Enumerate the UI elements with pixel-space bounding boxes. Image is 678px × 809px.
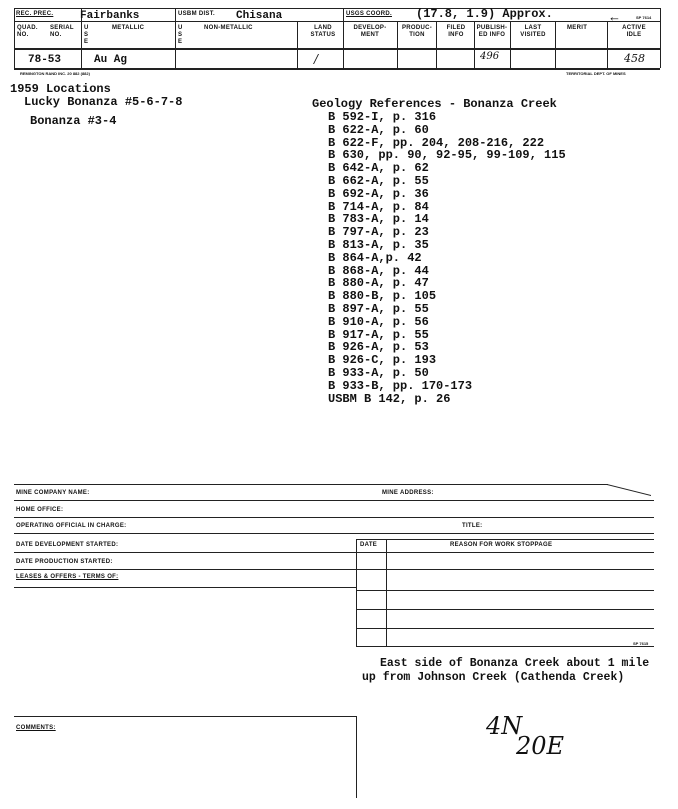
geology-reference: B 933-A, p. 50 [328,365,429,380]
operating-official-label: OPERATING OFFICIAL IN CHARGE: [16,523,127,529]
geology-reference: B 642-A, p. 62 [328,161,429,176]
locations-notes [10,83,182,128]
geology-reference: B 662-A, p. 55 [328,173,429,188]
corner-code: SP 7614 [636,15,652,20]
geology-reference: B 864-A,p. 42 [328,250,422,265]
geology-reference: B 813-A, p. 35 [328,237,429,252]
land-status-label: LAND STATUS [310,25,336,38]
locations-line-1: Lucky Bonanza #5-6-7-8 [24,95,183,109]
geology-reference: B 897-A, p. 55 [328,301,429,316]
geology-reference: USBM B 142, p. 26 [328,391,451,406]
geology-reference: B 868-A, p. 44 [328,263,429,278]
location-description [362,657,649,685]
handwritten-range: 20E [516,732,565,760]
reason-stoppage-label: REASON FOR WORK STOPPAGE [450,542,553,548]
locations-title: 1959 Locations [10,82,111,96]
leases-label: LEASES & OFFERS - TERMS OF: [16,574,119,580]
dept-note: TERRITORIAL DEPT. OF MINES [566,71,626,76]
geology-reference: B 714-A, p. 84 [328,199,429,214]
usgs-coord-value: (17.8, 1.9) Approx. [416,7,553,21]
metallic-value: Au Ag [94,54,128,66]
development-label: DEVELOP-MENT [353,25,387,38]
uss-label-metallic: U S E [84,25,89,45]
geology-reference: B 622-A, p. 60 [328,122,429,137]
location-line-2: up from Johnson Creek (Cathenda Creek) [362,671,625,684]
usbm-dist-label: USBM DIST. [178,11,216,17]
geology-reference: B 926-C, p. 193 [328,353,437,368]
mine-address-label: MINE ADDRESS: [382,490,434,496]
home-office-label: HOME OFFICE: [16,507,64,513]
printer-note: REMINGTON RAND INC. 20 882 (882) [20,71,90,76]
production-label: PRODUC-TION [401,25,433,38]
merit-label: MERIT [567,25,588,31]
date-column-label: DATE [360,542,378,548]
active-value: 458 [624,52,645,65]
quad-label: QUAD. NO. [17,25,38,38]
geology-reference: B 783-A, p. 14 [328,212,429,227]
date-production-label: DATE PRODUCTION STARTED: [16,559,113,565]
handwritten-township: 4N [486,712,523,740]
last-visited-label: LAST VISITED [520,25,546,38]
mine-company-label: MINE COMPANY NAME: [16,490,90,496]
geology-reference: B 880-B, p. 105 [328,289,437,304]
rec-prec-label: REC. PREC. [16,11,54,17]
title-label: TITLE: [462,523,483,529]
lower-code: SP 7615 [633,641,649,646]
geology-title: Geology References - Bonanza Creek [312,97,557,111]
geology-reference: B 692-A, p. 36 [328,186,429,201]
geology-reference: B 933-B, pp. 170-173 [328,378,473,393]
land-status-value: / [314,52,319,66]
location-line-1: East side of Bonanza Creek about 1 mile [380,657,650,670]
filed-info-label: FILED INFO [446,25,466,38]
rec-prec-value: Fairbanks [80,10,140,22]
published-info-label: PUBLISH-ED INFO [476,25,508,38]
nonmetallic-label: NON-METALLIC [204,25,253,31]
geology-references-list [328,111,566,405]
geology-reference: B 592-I, p. 316 [328,110,437,124]
usgs-coord-label: USGS COORD. [346,11,392,17]
usbm-dist-value: Chisana [236,10,283,22]
published-value: 496 [480,51,500,62]
geology-reference: B 880-A, p. 47 [328,276,429,291]
geology-reference: B 926-A, p. 53 [328,340,429,355]
comments-label: COMMENTS: [16,725,56,731]
serial-label: SERIAL NO. [50,25,74,38]
locations-line-2: Bonanza #3-4 [30,114,117,128]
quad-value: 78-53 [28,54,62,66]
geology-reference: B 622-F, pp. 204, 208-216, 222 [328,135,545,150]
geology-reference: B 797-A, p. 23 [328,225,429,240]
date-development-label: DATE DEVELOPMENT STARTED: [16,542,119,548]
geology-reference: B 917-A, p. 55 [328,327,429,342]
uss-label-nonmetallic: U S E [178,25,183,45]
geology-reference: B 630, pp. 90, 92-95, 99-109, 115 [328,148,566,163]
geology-reference: B 910-A, p. 56 [328,314,429,329]
active-idle-label: ACTIVE IDLE [622,25,646,38]
arrow-left-icon: ← [608,9,621,24]
metallic-label: METALLIC [112,25,145,31]
